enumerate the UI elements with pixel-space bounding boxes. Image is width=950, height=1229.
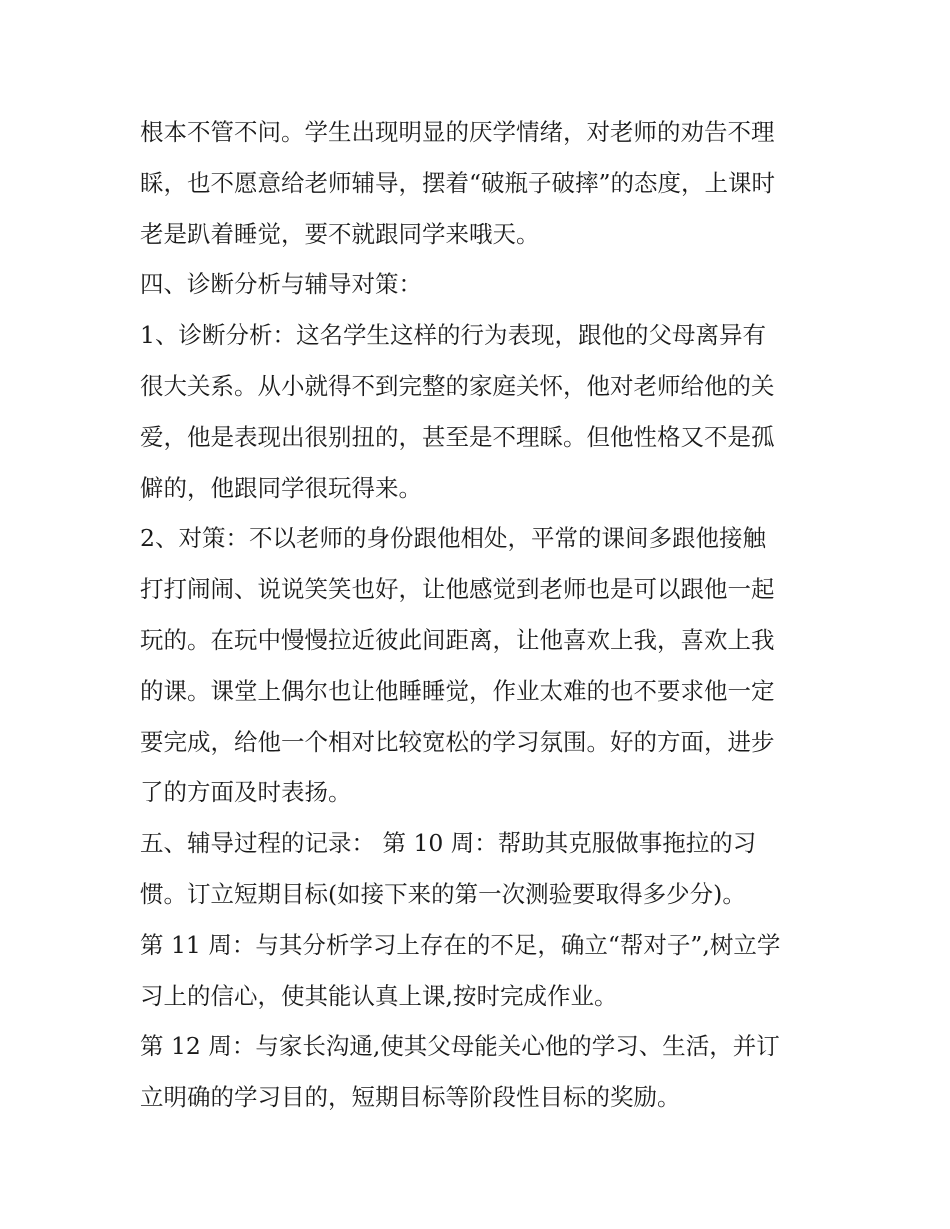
text-line: 老是趴着睡觉，要不就跟同学来哦天。 <box>140 219 540 248</box>
text-line: 第 11 周：与其分析学习上存在的不足，确立“帮对子”,树立学 <box>140 930 781 959</box>
text-line: 第 12 周：与家长沟通,使其父母能关心他的学习、生活，并订 <box>140 1032 780 1061</box>
document-body <box>140 107 820 1123</box>
text-line: 要完成，给他一个相对比较宽松的学习氛围。好的方面，进步 <box>140 727 775 756</box>
text-line: 爱，他是表现出很别扭的，甚至是不理睬。但他性格又不是孤 <box>140 422 775 451</box>
text-line: 很大关系。从小就得不到完整的家庭关怀，他对老师给他的关 <box>140 371 775 400</box>
text-line: 了的方面及时表扬。 <box>140 778 352 807</box>
text-line: 根本不管不问。学生出现明显的厌学情绪，对老师的劝告不理 <box>140 118 775 146</box>
text-line: 玩的。在玩中慢慢拉近彼此间距离，让他喜欢上我，喜欢上我 <box>140 625 775 654</box>
text-line: 习上的信心，使其能认真上课,按时完成作业。 <box>140 981 618 1010</box>
text-line: 惯。订立短期目标(如接下来的第一次测验要取得多少分)。 <box>140 879 746 908</box>
text-line: 立明确的学习目的，短期目标等阶段性目标的奖励。 <box>140 1083 681 1112</box>
text-line: 僻的，他跟同学很玩得来。 <box>140 473 422 502</box>
text-line: 打打闹闹、说说笑笑也好，让他感觉到老师也是可以跟他一起 <box>140 575 775 604</box>
section-heading: 五、辅导过程的记录： 第 10 周：帮助其克服做事拖拉的习 <box>140 829 757 858</box>
text-line: 2、对策：不以老师的身份跟他相处，平常的课间多跟他接触 <box>140 524 766 553</box>
text-line: 睬，也不愿意给老师辅导，摆着“破瓶子破摔”的态度，上课时 <box>140 168 776 197</box>
section-heading: 四、诊断分析与辅导对策： <box>140 270 422 299</box>
text-line: 1、诊断分析：这名学生这样的行为表现，跟他的父母离异有 <box>140 321 766 350</box>
text-line: 的课。课堂上偶尔也让他睡睡觉，作业太难的也不要求他一定 <box>140 676 775 705</box>
